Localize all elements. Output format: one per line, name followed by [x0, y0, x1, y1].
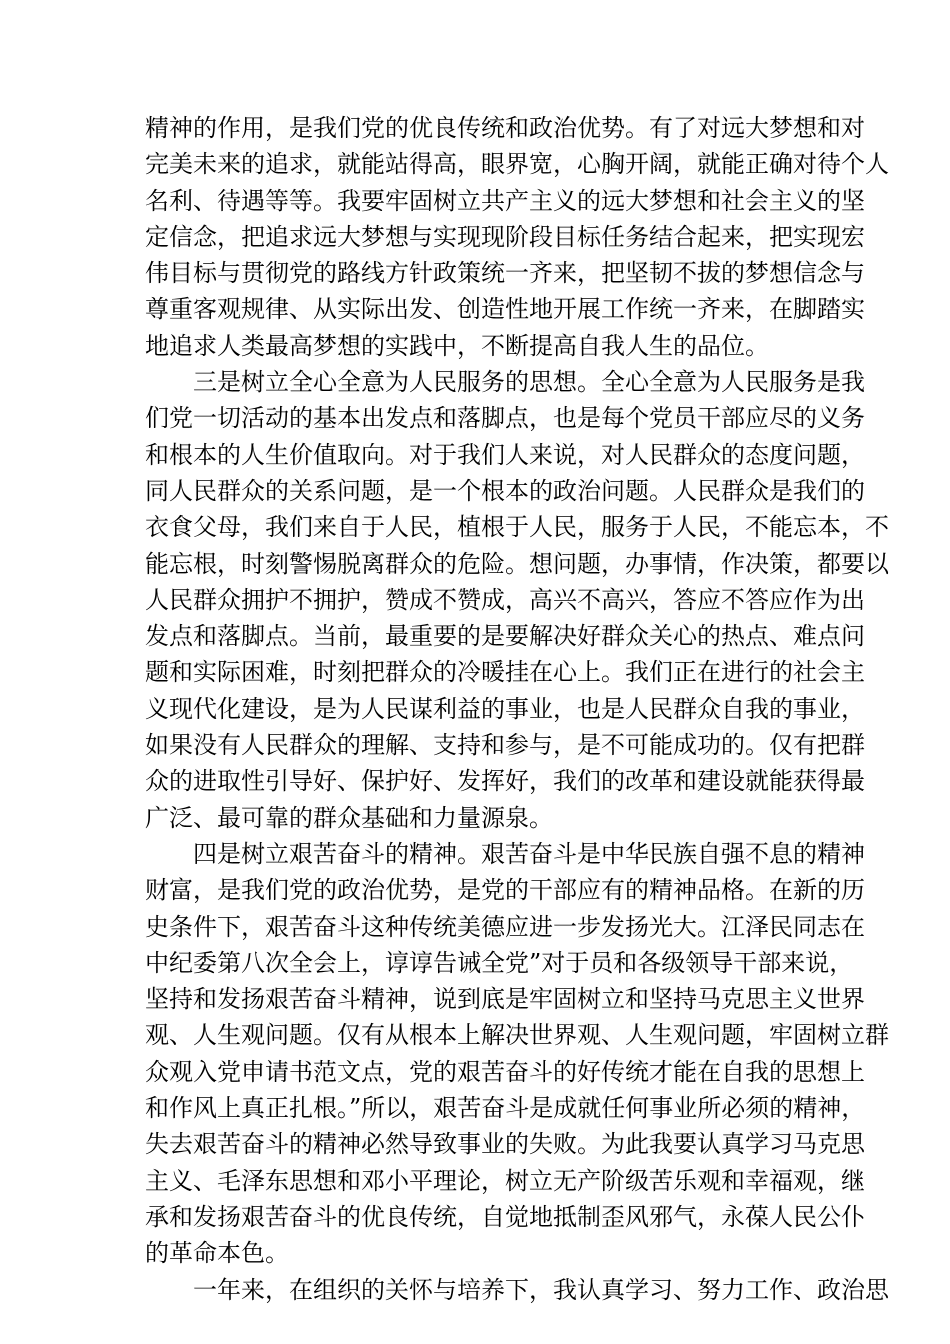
text-line: 能忘根，时刻警惕脱离群众的危险。想问题，办事情，作决策，都要以: [145, 549, 889, 578]
paragraph-1: [145, 110, 889, 364]
text-line: 史条件下，艰苦奋斗这种传统美德应进一步发扬光大。江泽民同志在: [145, 912, 865, 941]
paragraph-3: [145, 836, 889, 1272]
text-line: 中纪委第八次全会上，谆谆告诫全党”对于员和各级领导干部来说，: [145, 948, 854, 977]
text-line: 的革命本色。: [145, 1239, 289, 1268]
text-line: 失去艰苦奋斗的精神必然导致事业的失败。为此我要认真学习马克思: [145, 1130, 865, 1159]
text-line: 承和发扬艰苦奋斗的优良传统，自觉地抵制歪风邪气，永葆人民公仆: [145, 1202, 865, 1231]
text-line: 和作风上真正扎根。”所以，艰苦奋斗是成就任何事业所必须的精神，: [145, 1094, 866, 1123]
text-line: 众观入党申请书范文点，党的艰苦奋斗的好传统才能在自我的思想上: [145, 1057, 865, 1086]
text-line: 完美未来的追求，就能站得高，眼界宽，心胸开阔，就能正确对待个人: [145, 150, 889, 179]
text-line: 地追求人类最高梦想的实践中，不断提高自我人生的品位。: [145, 331, 769, 360]
text-line: 坚持和发扬艰苦奋斗精神，说到底是牢固树立和坚持马克思主义世界: [145, 985, 865, 1014]
text-line: 尊重客观规律、从实际出发、创造性地开展工作统一齐来，在脚踏实: [145, 295, 865, 324]
text-line: 定信念，把追求远大梦想与实现现阶段目标任务结合起来，把实现宏: [145, 222, 865, 251]
text-line: 广泛、最可靠的群众基础和力量源泉。: [145, 803, 553, 832]
text-line: 主义、毛泽东思想和邓小平理论，树立无产阶级苦乐观和幸福观，继: [145, 1166, 865, 1195]
text-line: 发点和落脚点。当前，最重要的是要解决好群众关心的热点、难点问: [145, 622, 865, 651]
text-line: 同人民群众的关系问题，是一个根本的政治问题。人民群众是我们的: [145, 476, 865, 505]
text-line: 和根本的人生价值取向。对于我们人来说，对人民群众的态度问题，: [145, 440, 865, 469]
text-line: 如果没有人民群众的理解、支持和参与，是不可能成功的。仅有把群: [145, 731, 865, 760]
document-page: [145, 110, 889, 1308]
paragraph-2: [145, 364, 889, 836]
text-line: 观、人生观问题。仅有从根本上解决世界观、人生观问题，牢固树立群: [145, 1021, 889, 1050]
text-line: 们党一切活动的基本出发点和落脚点，也是每个党员干部应尽的义务: [145, 404, 865, 433]
text-line: 人民群众拥护不拥护，赞成不赞成，高兴不高兴，答应不答应作为出: [145, 585, 865, 614]
text-line: 名利、待遇等等。我要牢固树立共产主义的远大梦想和社会主义的坚: [145, 186, 865, 215]
text-line: 义现代化建设，是为人民谋利益的事业，也是人民群众自我的事业，: [145, 694, 865, 723]
text-line: 精神的作用，是我们党的优良传统和政治优势。有了对远大梦想和对: [145, 114, 865, 142]
text-line: 众的进取性引导好、保护好、发挥好，我们的改革和建设就能获得最: [145, 767, 865, 796]
text-line: 伟目标与贯彻党的路线方针政策统一齐来，把坚韧不拔的梦想信念与: [145, 259, 865, 288]
paragraph-4: [145, 1272, 889, 1308]
text-line: 题和实际困难，时刻把群众的冷暖挂在心上。我们正在进行的社会主: [145, 658, 865, 687]
text-line: 一年来，在组织的关怀与培养下，我认真学习、努力工作、政治思: [193, 1275, 889, 1304]
text-line: 财富，是我们党的政治优势，是党的干部应有的精神品格。在新的历: [145, 876, 865, 905]
text-line: 四是树立艰苦奋斗的精神。艰苦奋斗是中华民族自强不息的精神: [193, 839, 865, 868]
text-line: 三是树立全心全意为人民服务的思想。全心全意为人民服务是我: [193, 368, 865, 397]
text-line: 衣食父母，我们来自于人民，植根于人民，服务于人民，不能忘本，不: [145, 513, 889, 542]
